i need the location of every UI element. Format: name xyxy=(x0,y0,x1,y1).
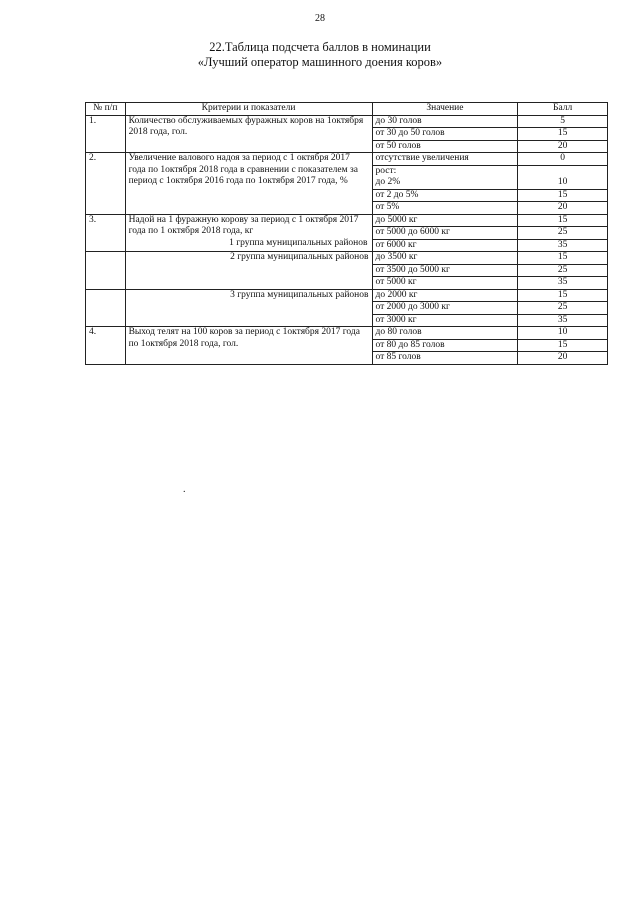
score-table xyxy=(85,102,608,365)
value-cell: до 80 голов xyxy=(372,327,518,340)
section-criteria: Количество обслуживаемых фуражных коров на 1октября 2018 года, гол. xyxy=(125,115,372,153)
stray-mark: . xyxy=(183,484,186,495)
points-cell: 5 xyxy=(518,115,608,128)
value-cell: до 30 голов xyxy=(372,115,518,128)
points-cell: 15 xyxy=(518,252,608,265)
header-value: Значение xyxy=(372,103,518,116)
empty-num-cell xyxy=(86,252,126,290)
points-cell: 20 xyxy=(518,140,608,153)
group-3-label: 3 группа муниципальных районов xyxy=(125,289,372,327)
points-cell: 35 xyxy=(518,239,608,252)
section-num: 2. xyxy=(86,153,126,215)
value-cell: до 3500 кг xyxy=(372,252,518,265)
value-cell: от 2000 до 3000 кг xyxy=(372,302,518,315)
value-cell: от 2 до 5% xyxy=(372,189,518,202)
value-cell: до 5000 кг xyxy=(372,214,518,227)
points-cell: 10 xyxy=(518,327,608,340)
value-cell: от 30 до 50 голов xyxy=(372,128,518,141)
points-cell: 25 xyxy=(518,264,608,277)
header-criteria: Критерии и показатели xyxy=(125,103,372,116)
points-cell: 0 xyxy=(518,153,608,166)
section-criteria: Увеличение валового надоя за период с 1 октября 2017 года по 1октября 2018 года в сравнении с показателем за период с 1октября 2016 года по 1октября 2017 года, % xyxy=(125,153,372,215)
points-cell: 35 xyxy=(518,277,608,290)
value-cell: от 5% xyxy=(372,202,518,215)
table-row xyxy=(86,214,608,227)
value-cell: от 5000 кг xyxy=(372,277,518,290)
value-cell: до 2% xyxy=(372,177,518,189)
table-row xyxy=(86,327,608,340)
points-cell: 15 xyxy=(518,214,608,227)
points-cell: 25 xyxy=(518,302,608,315)
table-header-row xyxy=(86,103,608,116)
points-cell: 15 xyxy=(518,128,608,141)
value-cell: от 85 голов xyxy=(372,352,518,365)
title-line-2: «Лучший оператор машинного доения коров» xyxy=(197,55,443,69)
empty-num-cell xyxy=(86,289,126,327)
value-cell: от 50 голов xyxy=(372,140,518,153)
value-cell: от 3000 кг xyxy=(372,314,518,327)
section-num: 1. xyxy=(86,115,126,153)
table-row xyxy=(86,252,608,265)
section-num: 4. xyxy=(86,327,126,365)
points-cell: 35 xyxy=(518,314,608,327)
value-cell: отсутствие увеличения xyxy=(372,153,518,166)
document-title xyxy=(0,40,640,70)
points-cell xyxy=(518,165,608,177)
value-cell: от 3500 до 5000 кг xyxy=(372,264,518,277)
table-row xyxy=(86,115,608,128)
title-line-1: 22.Таблица подсчета баллов в номинации xyxy=(209,40,431,54)
points-cell: 15 xyxy=(518,339,608,352)
section-num: 3. xyxy=(86,214,126,252)
value-cell: до 2000 кг xyxy=(372,289,518,302)
points-cell: 15 xyxy=(518,289,608,302)
header-points: Балл xyxy=(518,103,608,116)
value-cell: от 6000 кг xyxy=(372,239,518,252)
points-cell: 20 xyxy=(518,352,608,365)
group-1-label: 1 группа муниципальных районов xyxy=(229,237,368,248)
value-cell: от 5000 до 6000 кг xyxy=(372,227,518,240)
page-number: 28 xyxy=(315,13,325,24)
points-cell: 10 xyxy=(518,177,608,189)
value-cell: рост: xyxy=(372,165,518,177)
value-cell: от 80 до 85 голов xyxy=(372,339,518,352)
header-num: № п/п xyxy=(86,103,126,116)
section-criteria: Выход телят на 100 коров за период с 1октября 2017 года по 1октября 2018 года, гол. xyxy=(125,327,372,365)
criteria-text: Надой на 1 фуражную корову за период с 1 октября 2017 года по 1 октября 2018 года, кг xyxy=(128,214,359,236)
table-row xyxy=(86,153,608,166)
points-cell: 20 xyxy=(518,202,608,215)
table-row xyxy=(86,289,608,302)
group-2-label: 2 группа муниципальных районов xyxy=(125,252,372,290)
section-criteria xyxy=(125,214,372,252)
points-cell: 15 xyxy=(518,189,608,202)
points-cell: 25 xyxy=(518,227,608,240)
